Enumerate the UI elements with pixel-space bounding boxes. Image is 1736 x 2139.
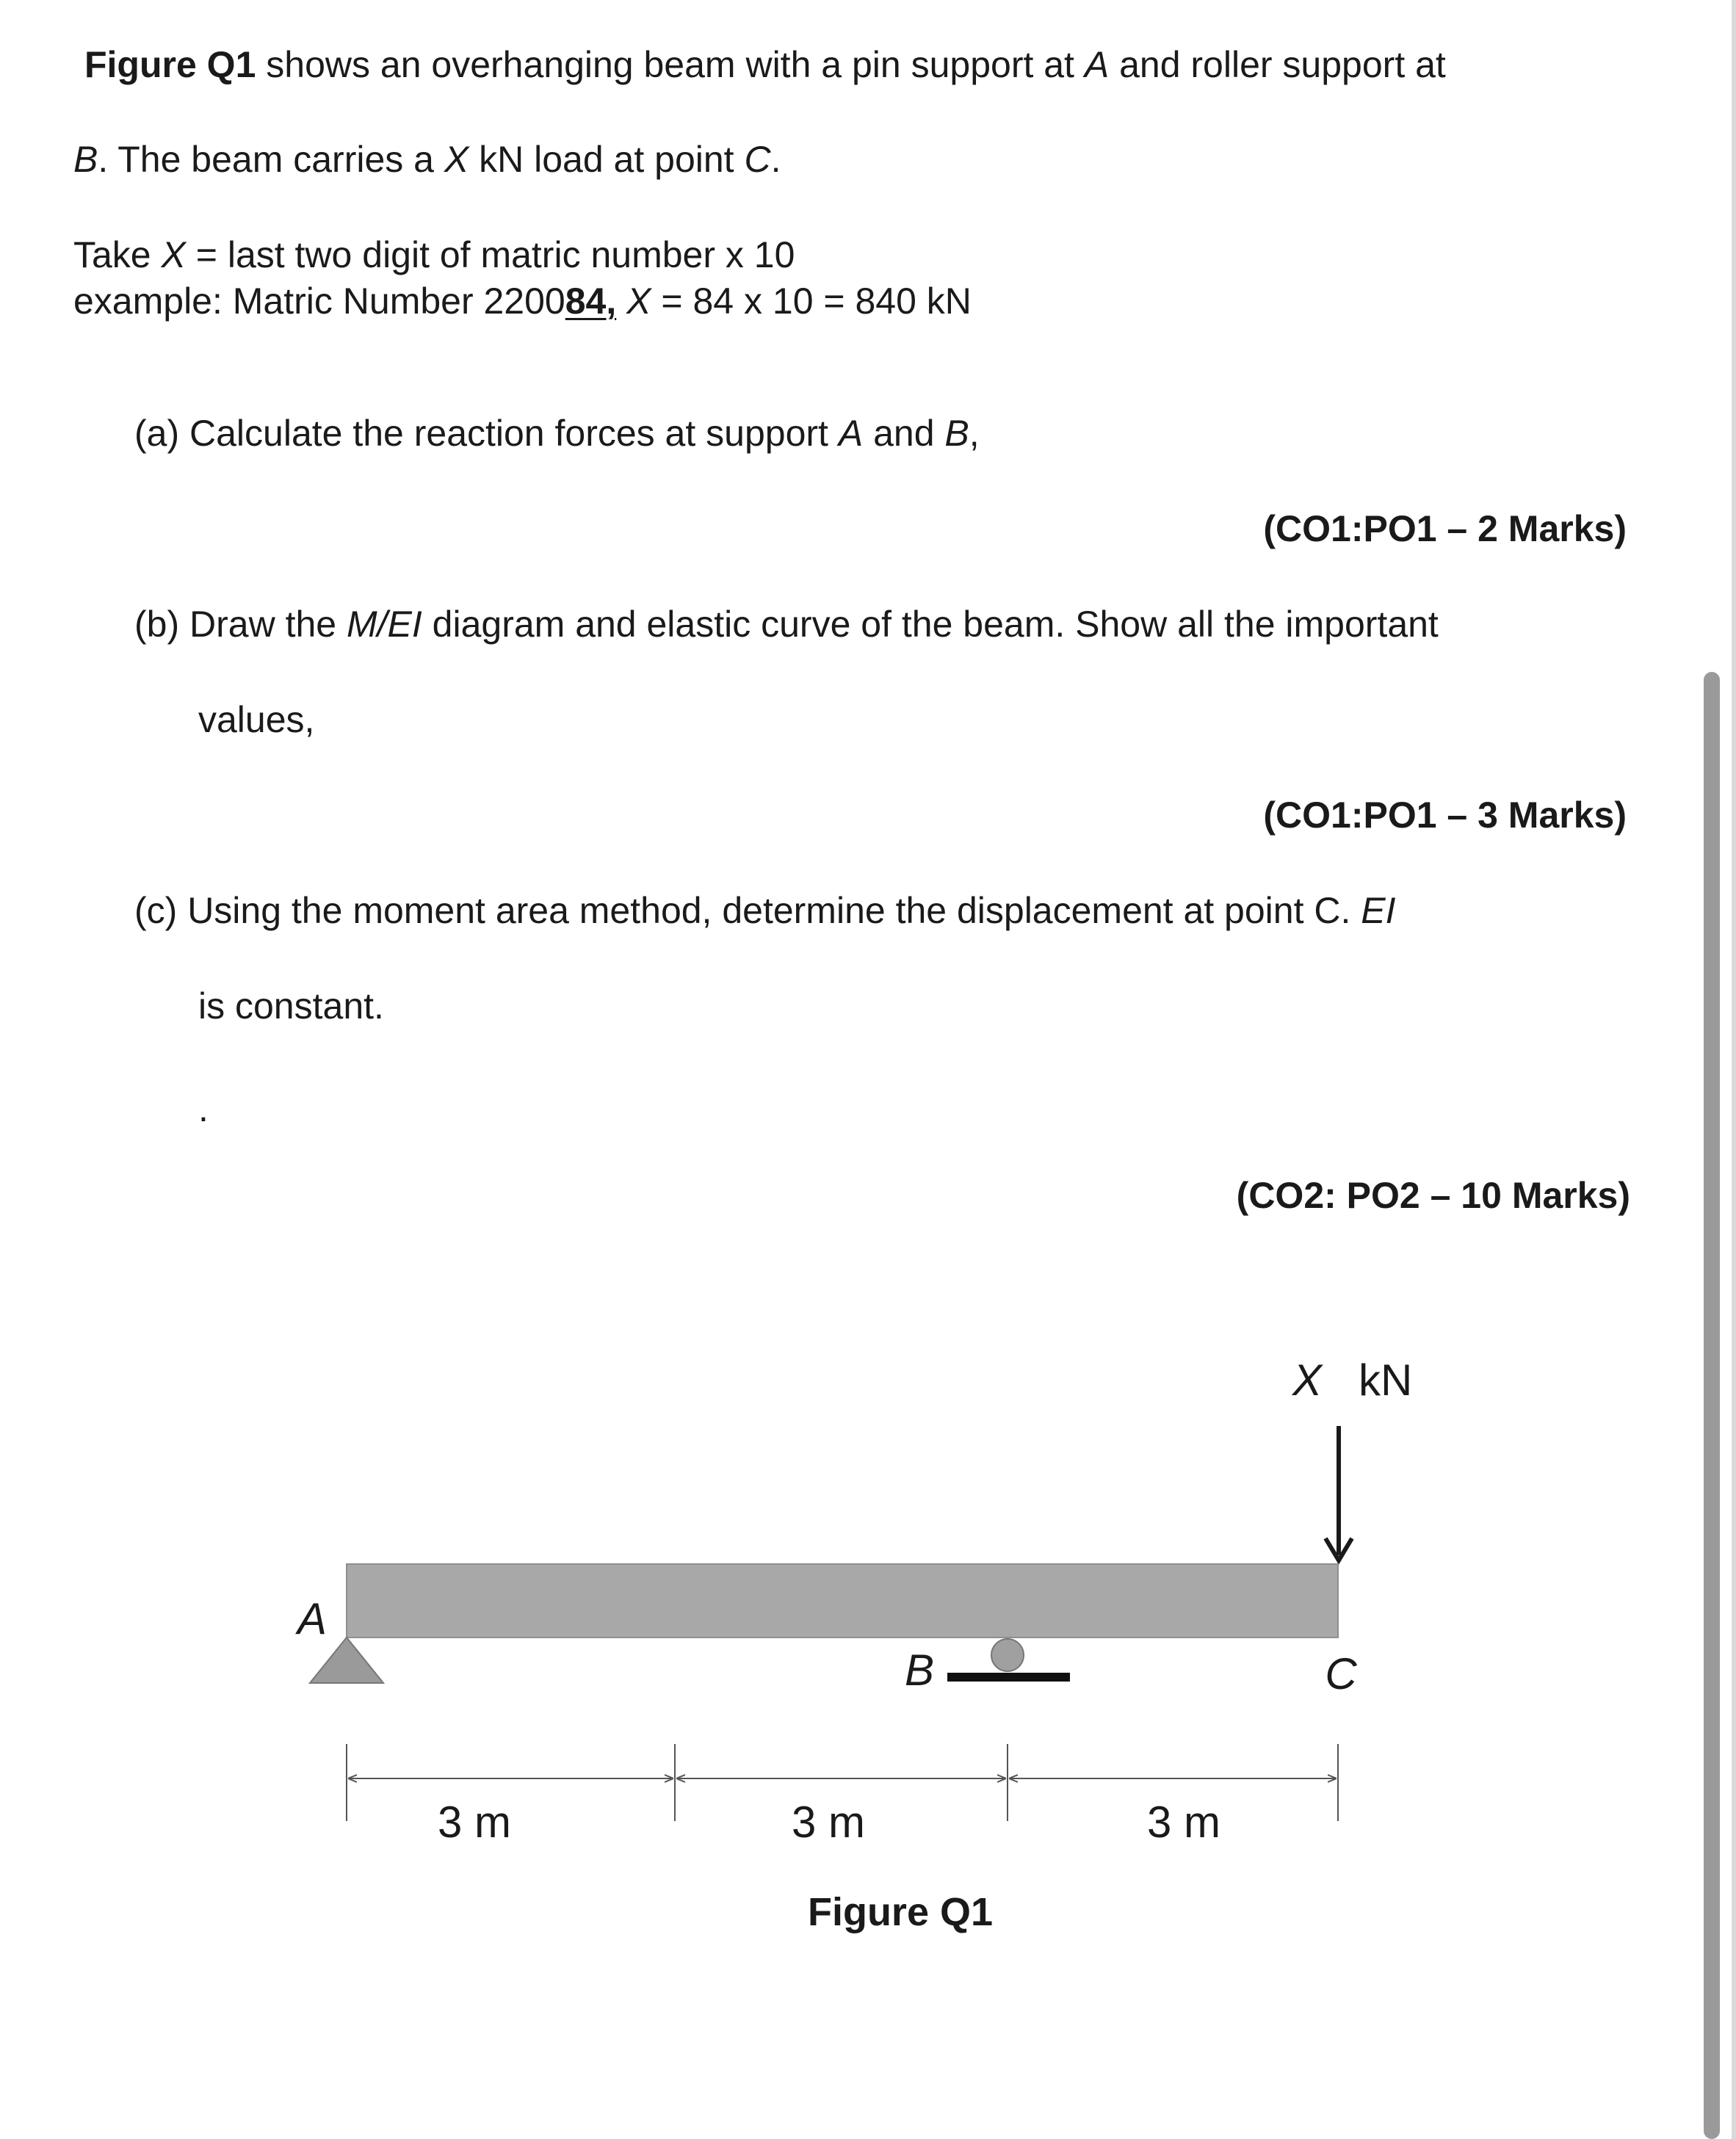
example-line: example: Matric Number 220084, X = 84 x 10 = 840 kN — [73, 281, 972, 322]
point-c-figure-label: C — [1325, 1649, 1357, 1698]
marks-b: (CO1:PO1 – 3 Marks) — [1263, 795, 1627, 836]
question-b-line-2: values, — [198, 699, 315, 740]
beam — [347, 1564, 1338, 1637]
support-b-label: B — [904, 1646, 935, 1695]
figure-caption: Figure Q1 — [807, 1890, 994, 1934]
support-a-label: A — [297, 1594, 328, 1643]
window-edge — [1732, 0, 1736, 2139]
point-a-label: A — [1084, 44, 1110, 85]
figure-reference: Figure Q1 — [84, 44, 256, 85]
load-unit: kN — [1359, 1356, 1413, 1405]
marks-a: (CO1:PO1 – 2 Marks) — [1263, 508, 1627, 549]
question-c-line-2: is constant. — [198, 985, 384, 1027]
point-b-label: B — [73, 139, 98, 180]
question-c: (c) Using the moment area method, determine the displacement at point C. EI — [134, 890, 1396, 931]
scrollbar-thumb[interactable] — [1704, 672, 1720, 2139]
question-a: (a) Calculate the reaction forces at support A and B, — [134, 413, 980, 454]
example-digits: 84, — [565, 281, 617, 322]
point-c-label: C — [744, 139, 771, 180]
roller-ground-b — [947, 1673, 1070, 1682]
stray-dot: . — [198, 1088, 209, 1129]
intro-line-2: B. The beam carries a X kN load at point C. — [73, 139, 781, 180]
question-b: (b) Draw the M/EI diagram and elastic curve of the beam. Show all the important — [134, 604, 1439, 645]
take-x-line: Take X = last two digit of matric number x 10 — [73, 234, 795, 275]
load-variable: X — [1292, 1356, 1323, 1405]
marks-c: (CO2: PO2 – 10 Marks) — [1236, 1175, 1630, 1216]
variable-x: X — [444, 139, 469, 180]
dim-label-3: 3 m — [1146, 1798, 1221, 1847]
intro-line-1: Figure Q1 shows an overhanging beam with a pin support at A and roller support at — [84, 44, 1446, 85]
dim-label-1: 3 m — [437, 1798, 512, 1847]
dim-label-2: 3 m — [791, 1798, 866, 1847]
roller-support-b — [991, 1639, 1024, 1671]
pin-support-a — [310, 1637, 383, 1683]
